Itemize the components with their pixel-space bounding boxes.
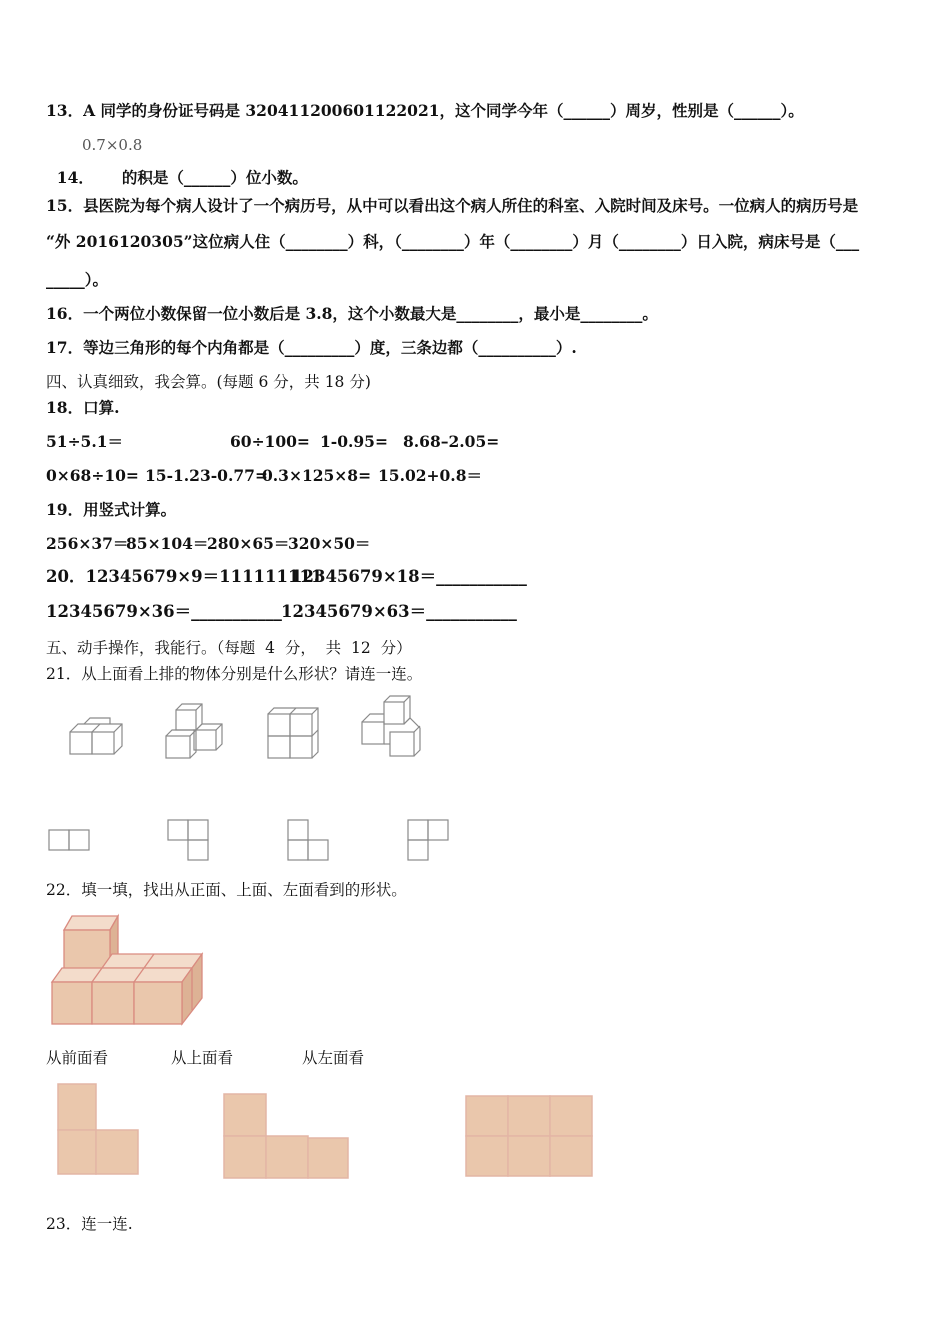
question-14: [46, 148, 308, 188]
question-16: 16．一个两位小数保留一位小数后是 3.8，这个小数最大是________，最小是________。: [46, 304, 658, 323]
section-4-heading: 四、认真细致，我会算。(每题 6 分，共 18 分): [46, 373, 371, 391]
question-18-title: 18．口算.: [46, 398, 120, 417]
cube-stack-2: [162, 700, 226, 762]
vertical-calc-1: 256×37＝: [46, 534, 129, 553]
question-14-text: 的积是（______）位小数。: [121, 168, 308, 187]
question-15-line-2: “外 2016120305”这位病人住（________）科，（________）年（________）月（________）日入院，病床号是（___: [46, 232, 860, 251]
oral-calc-6: 15-1.23-0.77=: [145, 466, 268, 485]
question-14-expression: 0.7×0.8: [82, 136, 143, 154]
question-23: 23．连一连.: [46, 1215, 133, 1233]
oral-calc-8: 15.02+0.8＝: [378, 466, 482, 485]
oral-calc-7: 0.3×125×8=: [262, 466, 372, 485]
vertical-calc-4: 320×50＝: [288, 534, 371, 553]
oral-calc-2: 60÷100=: [230, 432, 310, 451]
question-20-part-2: 12345679×18＝___________: [291, 567, 527, 586]
question-20-part-1: 20．12345679×9＝111111111: [46, 567, 323, 586]
question-14-number: 14．: [56, 168, 94, 187]
top-view-3: [286, 818, 332, 862]
top-view-4: [406, 818, 452, 862]
question-15-line-1: 15．县医院为每个病人设计了一个病历号，从中可以看出这个病人所住的科室、入院时间及床号。一位病人的病历号是: [46, 196, 859, 215]
vertical-calc-3: 280×65＝: [207, 534, 290, 553]
view-shape-3: [464, 1094, 596, 1180]
view-shape-2: [222, 1092, 352, 1180]
view-shape-1: [56, 1082, 142, 1178]
cube-stack-3: [264, 704, 322, 762]
question-13: 13．A 同学的身份证号码是 320411200601122021，这个同学今年（______）周岁，性别是（______）。: [46, 101, 804, 120]
question-21: 21．从上面看上排的物体分别是什么形状？请连一连。: [46, 665, 423, 683]
oral-calc-5: 0×68÷10=: [46, 466, 139, 485]
cube-stack-4: [358, 692, 424, 760]
question-20-part-3: 12345679×36＝___________: [46, 602, 282, 621]
front-view-label: 从前面看: [46, 1049, 109, 1067]
oral-calc-3: 1-0.95=: [320, 432, 388, 451]
left-view-label: 从左面看: [302, 1049, 365, 1067]
top-view-1: [48, 828, 92, 852]
question-20-part-4: 12345679×63＝___________: [281, 602, 517, 621]
section-5-heading: 五、动手操作，我能行。（每题 4 分， 共 12 分）: [46, 639, 412, 657]
top-view-2: [166, 818, 212, 862]
question-17: 17．等边三角形的每个内角都是（_________）度，三条边都（__________）.: [46, 338, 577, 357]
oral-calc-4: 8.68–2.05=: [403, 432, 500, 451]
oral-calc-1: 51÷5.1＝: [46, 432, 124, 451]
top-view-label: 从上面看: [171, 1049, 234, 1067]
colored-cube-group: [50, 912, 206, 1026]
question-22: 22．填一填，找出从正面、上面、左面看到的形状。: [46, 881, 407, 899]
cube-stack-1: [66, 714, 126, 760]
question-15-line-3: _____）。: [46, 270, 109, 289]
question-19-title: 19．用竖式计算。: [46, 500, 177, 519]
vertical-calc-2: 85×104＝: [126, 534, 209, 553]
